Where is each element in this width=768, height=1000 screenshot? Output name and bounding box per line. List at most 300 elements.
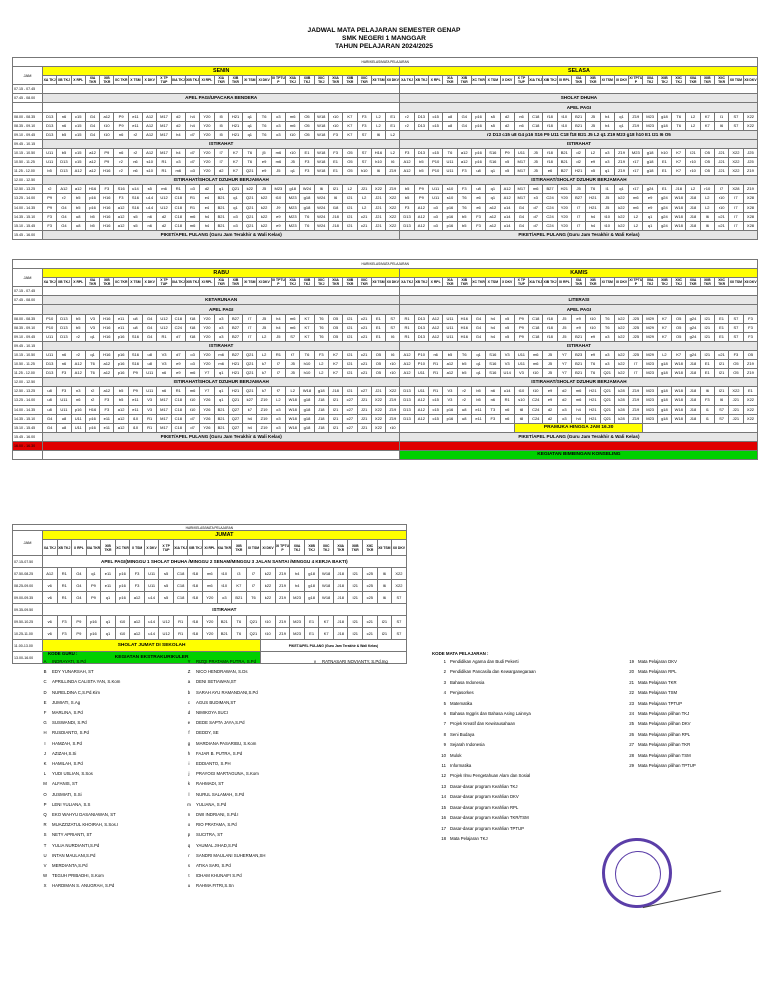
schedule-cell: f18: [188, 616, 203, 628]
schedule-cell: P10: [429, 158, 443, 167]
schedule-cell: Y20: [200, 323, 214, 332]
code-row: [182, 759, 265, 769]
schedule-cell: W24: [314, 203, 328, 212]
code-name: JUSMIATI, S.Si: [52, 791, 82, 797]
class-header: XA TKJ: [43, 540, 58, 556]
schedule-cell: B21: [571, 332, 585, 341]
schedule-cell: M23: [643, 112, 657, 121]
class-header: XI DKV: [614, 278, 628, 287]
schedule-cell: Y20: [200, 360, 214, 369]
kode-mapel-list-2: [620, 657, 696, 771]
schedule-cell: o3: [600, 350, 614, 359]
title-line-3: TAHUN PELAJARAN 2024/2025: [335, 43, 433, 50]
time-cell: 09.10 - 09.45: [13, 332, 43, 341]
schedule-cell: D13: [43, 130, 57, 139]
schedule-cell: c21: [357, 212, 371, 221]
schedule-cell: D13: [57, 167, 71, 176]
schedule-cell: Q21: [246, 628, 261, 640]
schedule-cell: e9: [171, 360, 185, 369]
schedule-cell: J18: [686, 396, 700, 405]
code-row: [182, 861, 265, 871]
schedule-cell: C24: [543, 212, 557, 221]
code-name: INTAN MAULANI,S.Pd: [52, 852, 96, 858]
schedule-cell: d2: [214, 167, 228, 176]
schedule-cell: a12: [114, 414, 128, 423]
schedule-cell: b5: [414, 167, 428, 176]
code-row: [432, 834, 536, 844]
schedule-cell: R1: [57, 568, 72, 580]
schedule-cell: L2: [700, 203, 714, 212]
schedule-cell: x5: [500, 314, 514, 323]
schedule-cell: b5: [114, 387, 128, 396]
schedule-cell: F3: [743, 314, 758, 323]
schedule-cell: m6: [185, 369, 199, 378]
schedule-cell: b5: [400, 194, 414, 203]
schedule-cell: h4: [571, 414, 585, 423]
class-header: XIIC TKR: [714, 76, 728, 85]
schedule-cell: S7: [386, 314, 400, 323]
schedule-cell: W18: [672, 212, 686, 221]
class-header: XIIA TKJ: [286, 278, 300, 287]
schedule-cell: X22: [371, 405, 385, 414]
activity-banner: r2 D13 c15 u8 G4 p16 S16 P9 U11 C18 f18 B21 J5 L2 q1 Z19 M23 g18 h10 E1 I21 I6 O5: [400, 130, 758, 139]
class-header: XII TSM: [371, 278, 385, 287]
schedule-cell: e9: [257, 167, 271, 176]
schedule-cell: J5: [286, 369, 300, 378]
schedule-cell: W18: [672, 414, 686, 423]
schedule-cell: P9: [514, 332, 528, 341]
schedule-cell: k22: [261, 568, 276, 580]
schedule-cell: T6: [257, 121, 271, 130]
schedule-cell: I21: [348, 580, 363, 592]
schedule-cell: G4: [471, 314, 485, 323]
schedule-cell: A12: [414, 396, 428, 405]
schedule-cell: a12: [85, 167, 99, 176]
class-header: XI TSM: [600, 278, 614, 287]
code-letter: B: [43, 669, 47, 675]
schedule-cell: I1: [700, 414, 714, 423]
code-letter: 19: [629, 659, 634, 664]
schedule-cell: q1: [101, 616, 116, 628]
schedule-cell: P9: [100, 148, 114, 157]
kode-guru-list-2: [182, 657, 265, 892]
schedule-cell: P9: [72, 616, 87, 628]
schedule-cell: b5: [457, 369, 471, 378]
schedule-cell: f18: [188, 592, 203, 604]
class-header: XIIC TKR: [357, 278, 371, 287]
schedule-cell: C18: [173, 568, 188, 580]
code-letter: 7: [443, 721, 446, 727]
schedule-cell: e11: [128, 121, 142, 130]
schedule-cell: D13: [400, 414, 414, 423]
schedule-cell: W18: [672, 194, 686, 203]
schedule-cell: f18: [543, 148, 557, 157]
schedule-cell: n6: [114, 130, 128, 139]
schedule-cell: d2: [557, 387, 571, 396]
schedule-cell: m6: [203, 580, 218, 592]
schedule-cell: q1: [101, 592, 116, 604]
time-cell: 09.35-09.50: [13, 604, 43, 616]
schedule-cell: L2: [686, 185, 700, 194]
schedule-cell: B21: [232, 592, 247, 604]
activity-banner: [43, 85, 400, 94]
schedule-cell: S7: [714, 405, 728, 414]
schedule-cell: g18: [314, 387, 328, 396]
class-header: XI DKV: [614, 76, 628, 85]
class-header: XIIA TKR: [686, 278, 700, 287]
schedule-cell: r10: [286, 148, 300, 157]
schedule-cell: D13: [57, 323, 71, 332]
schedule-cell: I1: [714, 112, 728, 121]
schedule-cell: O5: [300, 112, 314, 121]
schedule-cell: S16: [128, 332, 142, 341]
class-header: XIB TKR: [100, 76, 114, 85]
schedule-cell: q1: [471, 350, 485, 359]
schedule-cell: e11: [128, 112, 142, 121]
code-row: [182, 851, 265, 861]
code-letter: n: [187, 812, 191, 818]
schedule-cell: g24: [657, 212, 671, 221]
schedule-cell: r2: [71, 350, 85, 359]
code-row: [182, 871, 265, 881]
schedule-cell: m6: [214, 360, 228, 369]
schedule-cell: o3: [185, 360, 199, 369]
schedule-cell: I6: [377, 568, 392, 580]
schedule-cell: J5: [557, 332, 571, 341]
schedule-cell: e11: [128, 405, 142, 414]
schedule-cell: O5: [743, 350, 758, 359]
code-name: SARAH AYU RAMANDANI,S.Pd: [196, 689, 258, 695]
schedule-cell: T6: [314, 332, 328, 341]
schedule-cell: A12: [400, 350, 414, 359]
schedule-cell: c25: [363, 568, 378, 580]
schedule-cell: v6: [43, 592, 58, 604]
activity-banner: ISTIRAHAT: [43, 604, 407, 616]
code-name: Pendidikan Agama dan Budi Pekerti: [450, 659, 519, 664]
code-row: [432, 719, 536, 729]
schedule-cell: J5: [557, 323, 571, 332]
schedule-cell: n6: [429, 350, 443, 359]
schedule-cell: e9: [643, 194, 657, 203]
schedule-cell: F3: [700, 396, 714, 405]
code-name: DEDE SAPTA JAYA,S.Pd: [196, 720, 245, 726]
code-name: ALFANIS, ST: [52, 781, 78, 787]
schedule-cell: I21: [343, 212, 357, 221]
schedule-cell: W24: [300, 185, 314, 194]
code-letter: O: [43, 791, 47, 797]
class-header: XII DKV: [743, 76, 758, 85]
schedule-cell: R1: [143, 414, 157, 423]
schedule-cell: K7: [328, 360, 342, 369]
schedule-cell: X22: [729, 167, 743, 176]
schedule-cell: j5: [257, 148, 271, 157]
schedule-cell: i5: [214, 112, 228, 121]
schedule-cell: u8: [471, 167, 485, 176]
schedule-cell: f18: [543, 158, 557, 167]
schedule-cell: u14: [500, 212, 514, 221]
schedule-cell: Q27: [228, 423, 242, 432]
schedule-cell: r2: [457, 387, 471, 396]
schedule-cell: r10: [386, 360, 400, 369]
schedule-cell: o3: [214, 323, 228, 332]
schedule-cell: h4: [200, 221, 214, 230]
schedule-cell: g24: [657, 221, 671, 230]
class-header: XII DKV: [743, 278, 758, 287]
schedule-cell: S7: [714, 414, 728, 423]
schedule-cell: Y20: [557, 194, 571, 203]
schedule-cell: h4: [271, 323, 285, 332]
class-header: XIA TKJ: [173, 540, 188, 556]
class-header: XI TSM: [600, 76, 614, 85]
code-name: MERDIANTA,S.Pd: [52, 863, 88, 869]
schedule-cell: u8: [457, 405, 471, 414]
schedule-cell: J21: [357, 396, 371, 405]
schedule-cell: Z19: [386, 396, 400, 405]
code-name: HAMILAH, S.Pd: [52, 761, 83, 767]
code-row: [38, 657, 120, 667]
code-letter: 26: [629, 731, 634, 737]
code-row: [38, 667, 120, 677]
code-letter: 1: [443, 659, 446, 664]
schedule-cell: F3: [300, 167, 314, 176]
code-row: [432, 678, 536, 688]
schedule-cell: E1: [304, 628, 319, 640]
code-name: Dasar-dasar program Keahlian TPTUP: [450, 825, 524, 831]
schedule-cell: I7: [729, 194, 743, 203]
activity-banner: APEL PAGI: [43, 305, 400, 314]
day-header-right: SELASA: [400, 67, 758, 76]
schedule-cell: I21: [343, 194, 357, 203]
schedule-cell: h4: [486, 314, 500, 323]
schedule-cell: Y7: [557, 369, 571, 378]
schedule-cell: J18: [686, 414, 700, 423]
schedule-cell: k22: [257, 203, 271, 212]
schedule-cell: Q21: [243, 194, 257, 203]
code-letter: f: [188, 730, 190, 736]
schedule-cell: Y7: [200, 387, 214, 396]
schedule-cell: W18: [286, 396, 300, 405]
schedule-cell: Y26: [200, 423, 214, 432]
schedule-cell: P9: [43, 203, 57, 212]
schedule-cell: e9: [271, 212, 285, 221]
schedule-cell: U11: [71, 423, 85, 432]
schedule-cell: U11: [57, 405, 71, 414]
schedule-cell: O5: [672, 323, 686, 332]
code-row: [38, 759, 120, 769]
class-header: XIB TKR: [586, 76, 600, 85]
class-header: X TSM: [130, 540, 145, 556]
schedule-cell: r10: [714, 194, 728, 203]
schedule-cell: e9: [571, 323, 585, 332]
schedule-cell: d7: [185, 148, 199, 157]
schedule-cell: S7: [392, 592, 407, 604]
schedule-cell: M17: [157, 414, 171, 423]
schedule-cell: O5: [371, 369, 385, 378]
schedule-cell: B21: [557, 158, 571, 167]
code-row: [182, 667, 265, 677]
class-header: XIA TKR: [85, 76, 99, 85]
schedule-cell: i10: [128, 423, 142, 432]
schedule-cell: M23: [643, 387, 657, 396]
schedule-cell: M29: [643, 332, 657, 341]
time-cell: 07.15-07.50: [13, 556, 43, 568]
class-header: XIA TKR: [443, 278, 457, 287]
schedule-cell: Q21: [243, 221, 257, 230]
code-row: [432, 792, 536, 802]
schedule-cell: q1: [614, 185, 628, 194]
schedule-cell: L2: [700, 194, 714, 203]
schedule-cell: E1: [714, 332, 728, 341]
code-row: [182, 810, 265, 820]
schedule-cell: a12: [100, 112, 114, 121]
code-row: [620, 699, 696, 709]
class-header: XA TKJ: [400, 278, 414, 287]
schedule-cell: M23: [629, 148, 643, 157]
schedule-cell: C18: [171, 212, 185, 221]
schedule-cell: f18: [185, 314, 199, 323]
activity-banner: ISTIRAHAT/SHOLAT DZUHUR BERJAMAAH: [400, 378, 758, 387]
schedule-cell: G4: [85, 130, 99, 139]
schedule-cell: B21: [214, 405, 228, 414]
code-letter: 21: [629, 679, 634, 685]
schedule-cell: L2: [314, 360, 328, 369]
schedule-cell: J21: [371, 194, 385, 203]
schedule-cell: K7: [228, 148, 242, 157]
schedule-cell: I6: [700, 221, 714, 230]
schedule-cell: T6: [443, 148, 457, 157]
schedule-cell: m6: [629, 194, 643, 203]
schedule-cell: h4: [586, 221, 600, 230]
schedule-cell: L2: [657, 350, 671, 359]
schedule-cell: r10: [386, 369, 400, 378]
schedule-cell: M23: [643, 369, 657, 378]
schedule-cell: G4: [471, 323, 485, 332]
code-name: RUSDIANTO, S.Pd: [52, 730, 89, 736]
schedule-cell: A12: [429, 332, 443, 341]
schedule-cell: c15: [429, 121, 443, 130]
class-header: XIA TKR: [85, 278, 99, 287]
schedule-cell: W18: [314, 130, 328, 139]
schedule-cell: t10: [529, 387, 543, 396]
schedule-cell: d2: [571, 158, 585, 167]
schedule-cell: X22: [743, 405, 758, 414]
schedule-cell: I6: [386, 158, 400, 167]
schedule-cell: s10: [443, 194, 457, 203]
code-row: [38, 779, 120, 789]
schedule-cell: J25: [629, 350, 643, 359]
schedule-cell: F3: [471, 221, 485, 230]
class-header: XI RPL: [557, 76, 571, 85]
schedule-cell: g18: [657, 121, 671, 130]
schedule-cell: M17: [157, 148, 171, 157]
schedule-cell: G4: [43, 414, 57, 423]
schedule-cell: d7: [185, 414, 199, 423]
schedule-cell: O5: [672, 332, 686, 341]
schedule-cell: n6: [57, 112, 71, 121]
schedule-cell: F3: [729, 350, 743, 359]
schedule-cell: k22: [614, 194, 628, 203]
schedule-cell: E1: [300, 148, 314, 157]
class-header: XB TKJ: [57, 278, 71, 287]
schedule-cell: c21: [357, 314, 371, 323]
schedule-cell: D13: [57, 314, 71, 323]
schedule-cell: U11: [443, 314, 457, 323]
class-header: XC TKR: [471, 76, 485, 85]
schedule-cell: C24: [171, 323, 185, 332]
code-name: Bahasa Inggris dan Bahasa Asing Lainnya: [450, 711, 531, 717]
schedule-cell: E1: [371, 323, 385, 332]
schedule-cell: u8: [57, 423, 71, 432]
schedule-cell: q1: [101, 628, 116, 640]
schedule-cell: p16: [85, 423, 99, 432]
schedule-cell: W18: [314, 158, 328, 167]
schedule-cell: J25: [743, 158, 758, 167]
schedule-cell: F3: [357, 112, 371, 121]
class-header: XIB TKR: [232, 540, 247, 556]
schedule-cell: H16: [457, 332, 471, 341]
class-header: X TSM: [128, 76, 142, 85]
class-header: XIIA TKR: [686, 76, 700, 85]
schedule-cell: m6: [286, 121, 300, 130]
schedule-cell: Y20: [200, 121, 214, 130]
schedule-cell: A12: [429, 314, 443, 323]
schedule-cell: d2: [543, 414, 557, 423]
class-header: XII TSM: [729, 76, 743, 85]
time-cell: 14.00 - 14.35: [13, 203, 43, 212]
schedule-cell: M23: [286, 221, 300, 230]
schedule-cell: I21: [700, 350, 714, 359]
code-name: SUSWANDI, S.Pd: [52, 720, 87, 726]
code-letter: I: [44, 740, 46, 746]
class-header: XIIA TKJ: [286, 76, 300, 85]
class-header: XB TKJ: [414, 76, 428, 85]
schedule-cell: h4: [185, 121, 199, 130]
activity-banner: APEL PAGI: [400, 103, 758, 112]
schedule-cell: Z19: [386, 185, 400, 194]
schedule-cell: R1: [400, 332, 414, 341]
schedule-cell: I21: [343, 369, 357, 378]
schedule-cell: X22: [386, 212, 400, 221]
schedule-cell: L2: [386, 148, 400, 157]
schedule-cell: J21: [371, 387, 385, 396]
code-row: [38, 871, 120, 881]
code-row: [38, 718, 120, 728]
schedule-cell: O5: [343, 158, 357, 167]
activity-banner: APEL PAGI(MINGGU 1 SHOLAT DHUHA /MINGGU 2 SENAM/MINGGU 3 JALAN SANTAI /MINGGU 4 KERJA BAKTI): [43, 556, 407, 568]
schedule-cell: J18: [314, 405, 328, 414]
schedule-cell: o3: [557, 414, 571, 423]
code-name: YUDI USLIAN, S.Sos: [52, 771, 93, 777]
schedule-cell: T6: [457, 350, 471, 359]
schedule-cell: r2: [57, 194, 71, 203]
schedule-cell: t10: [286, 130, 300, 139]
schedule-cell: J5: [271, 332, 285, 341]
schedule-cell: I21: [343, 387, 357, 396]
time-cell: 09.45 - 10.15: [13, 139, 43, 148]
schedule-cell: I21: [328, 405, 342, 414]
class-header: X TP TUP: [514, 76, 528, 85]
schedule-cell: T6: [232, 616, 247, 628]
schedule-cell: d7: [529, 212, 543, 221]
schedule-cell: a12: [130, 592, 145, 604]
schedule-cell: S16: [128, 203, 142, 212]
code-name: APRILLINDA CALISTA YAN, S.Kom: [52, 679, 121, 685]
schedule-cell: s10: [443, 185, 457, 194]
schedule-cell: p16: [115, 580, 130, 592]
schedule-cell: G4: [514, 203, 528, 212]
schedule-cell: U11: [514, 148, 528, 157]
code-row: [182, 779, 265, 789]
